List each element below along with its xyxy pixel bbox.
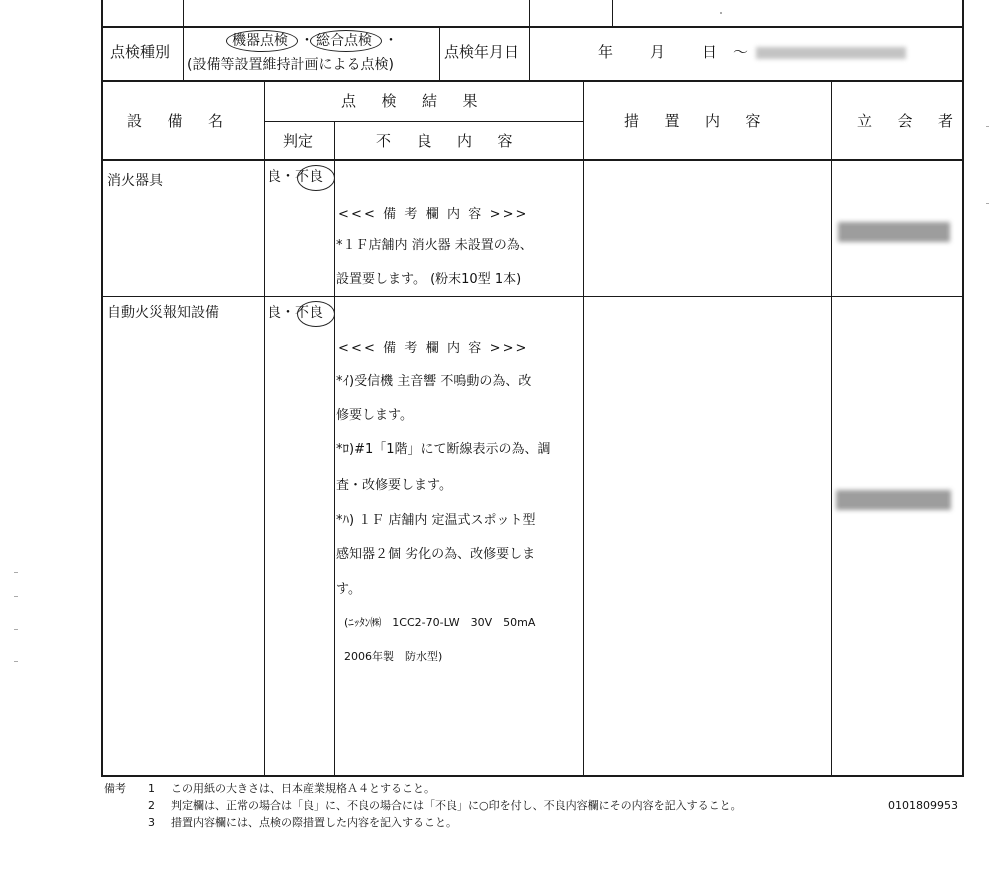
row-2-remark-line: 感知器２個 劣化の為、改修要しま [336, 547, 536, 562]
type-option-comprehensive: 総合点検 [316, 33, 372, 49]
type-option-equipment: 機器点検 [232, 33, 288, 49]
row-1-equipment: 消火器具 [107, 173, 163, 189]
column-equipment-name: 設 備 名 [127, 112, 229, 130]
col-line-measures [831, 81, 832, 776]
type-row-divider [439, 27, 440, 81]
row-2-remark-line: *ｲ)受信機 主音響 不鳴動の為、改 [336, 374, 532, 389]
row-2-remark-line: *ﾛ)#1「1階」にて断線表示の為、調 [336, 442, 551, 457]
row-2-defect-circle [297, 301, 335, 327]
footnote-label: 備考 [104, 782, 126, 795]
column-measures: 措 置 内 容 [624, 112, 766, 130]
footnote-text: 判定欄は、正常の場合は「良」に、不良の場合には「不良」に○印を付し、不良内容欄にその内容を記入すること。 [171, 799, 742, 812]
scan-mark [14, 572, 18, 573]
date-label: 点検年月日 [444, 43, 520, 61]
row-1-defect-circle [297, 165, 335, 191]
strike-oval-comprehensive [310, 30, 382, 52]
header-bottom-border [101, 159, 964, 161]
column-judgement: 判定 [283, 132, 314, 150]
row-2-remark-header: <<< 備 考 欄 内 容 >>> [338, 341, 529, 356]
row-1-remark-line: *１Ｆ店舗内 消火器 未設置の為、 [336, 238, 533, 253]
redacted-witness-signature [838, 222, 950, 242]
row-2-remark-line: す。 [336, 582, 361, 597]
type-plan-text: (設備等設置維持計画による点検) [187, 57, 394, 73]
inspection-type-label: 点検種別 [110, 43, 171, 61]
col-line-judgement [334, 121, 335, 776]
row-2-remark-line: 査・改修要します。 [336, 478, 452, 493]
top-row-divider [529, 0, 530, 27]
date-month: 月 [650, 43, 666, 61]
top-row-border [101, 26, 964, 28]
frame-bottom [101, 775, 964, 777]
date-day: 日 [702, 43, 718, 61]
scan-mark [986, 203, 989, 204]
top-row-divider [183, 0, 184, 27]
col-line-results [583, 81, 584, 776]
scan-mark [986, 126, 989, 127]
row-2-judgement: 良・不良 [267, 305, 323, 321]
column-results: 点 検 結 果 [341, 92, 483, 110]
frame-left [101, 0, 103, 776]
footnote-num: 1 [148, 782, 155, 795]
footnote-text: この用紙の大きさは、日本産業規格Ａ４とすること。 [171, 782, 435, 795]
top-row-divider [612, 0, 613, 27]
scan-mark [14, 596, 18, 597]
row-1-remark-header: <<< 備 考 欄 内 容 >>> [338, 207, 529, 222]
type-row-divider [183, 27, 184, 81]
row-separator [101, 296, 964, 297]
row-1-remark-line: 設置要します。 (粉末10型 1本) [336, 272, 522, 287]
redacted-date [756, 47, 906, 59]
footnote-num: 2 [148, 799, 155, 812]
footnote-num: 3 [148, 816, 155, 829]
type-row-divider [529, 27, 530, 81]
row-2-remark-line: (ﾆｯﾀﾝ㈱ 1CC2-70-LW 30V 50mA [344, 616, 536, 629]
type-separator: ・ [300, 33, 314, 49]
redacted-witness-signature [836, 490, 951, 510]
frame-right [962, 0, 964, 776]
row-2-remark-line: 修要します。 [336, 408, 413, 423]
column-defect-content: 不 良 内 容 [376, 132, 518, 150]
document-code: 0101809953 [888, 799, 958, 812]
date-year: 年 [598, 43, 614, 61]
type-row-border [101, 80, 964, 82]
scan-mark [14, 661, 18, 662]
header-mid-line [264, 121, 584, 122]
row-1-judgement: 良・不良 [267, 169, 323, 185]
column-witness: 立 会 者 [857, 112, 959, 130]
row-2-equipment: 自動火災報知設備 [107, 305, 219, 321]
row-2-remark-line: 2006年製 防水型) [344, 650, 443, 663]
strike-oval-equipment [226, 30, 298, 52]
date-tilde: ～ [733, 43, 749, 61]
scan-mark [14, 629, 18, 630]
col-line-equipment [264, 81, 265, 776]
type-separator: ・ [384, 33, 398, 49]
footnote-text: 措置内容欄には、点検の際措置した内容を記入すること。 [171, 816, 457, 829]
scan-mark [720, 12, 722, 14]
row-2-remark-line: *ﾊ) １Ｆ 店舗内 定温式スポット型 [336, 513, 536, 528]
